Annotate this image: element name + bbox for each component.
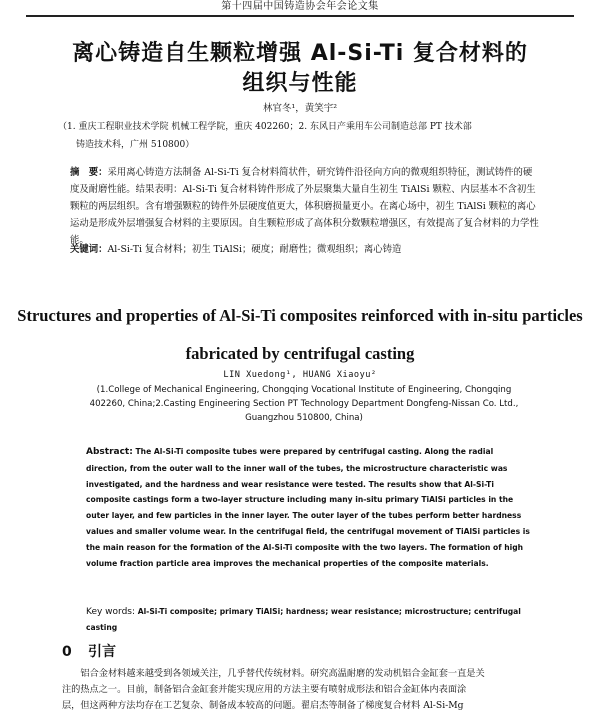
section-title: 引言 (88, 644, 116, 660)
en-affiliation-line-1: (1.College of Mechanical Engineering, Chongqing Vocational Institute of Engineering, Chongqing (96, 385, 512, 395)
section-heading-introduction (62, 641, 116, 661)
cn-abstract (70, 164, 540, 249)
en-abstract-label: Abstract: (86, 447, 133, 457)
cn-affiliation-line-1: （1. 重庆工程职业技术学院 机械工程学院，重庆 402260；2. 东风日产乘用车公司制造总部 PT 技术部 (58, 122, 472, 132)
running-header: 第十四届中国铸造协会年会论文集 (26, 0, 574, 17)
en-keywords-text: Al-Si-Ti composite; primary TiAlSi; hardness; wear resistance; microstructure; centrifugal casting (86, 607, 521, 632)
cn-keywords-label: 关键词： (70, 244, 108, 255)
introduction-paragraph (62, 666, 582, 714)
cn-authors: 林官冬¹，黄笑宇² (262, 103, 338, 114)
en-abstract-text: The Al-Si-Ti composite tubes were prepared by centrifugal casting. Along the radial direction, from the outer wall to the inner wall of the tubes, the microstructure characteristic was investigated, and the hardness and wear resistance were tested. The results show that Al-Si-Ti composite castings form a two-layer structure including many in-situ primary TiAlSi particles in the outer layer, and few particles in the inner layer. The outer layer of the tubes perform better hardness values and smaller volume wear. In the centrifugal field, the centrifugal movement of TiAlSi particles is the main reason for the formation of the Al-Si-Ti composite with the two layers. The formation of high volume fraction particle area improves the mechanical properties of the composite materials. (86, 447, 530, 568)
en-title-line-2: fabricated by centrifugal casting (185, 344, 415, 363)
en-title-line-1: Structures and properties of Al-Si-Ti composites reinforced with in-situ particles (17, 306, 583, 325)
paragraph-line-2: 注的热点之一。目前，制备铝合金缸套并能实现应用的方法主要有喷射成形法和铝合金缸体内表面涂 (62, 684, 467, 695)
cn-affiliation (58, 118, 558, 154)
en-authors: LIN Xuedong¹, HUANG Xiaoyu² (223, 370, 377, 380)
paragraph-line-3: 层，但这两种方法均存在工艺复杂、制备成本较高的问题。翟启杰等制备了梯度复合材料 Al-Si-Mg (62, 700, 464, 711)
paragraph-line-1: 铝合金材料越来越受到各领域关注，几乎替代传统材料。研究高温耐磨的发动机铝合金缸套一直是关 (80, 668, 485, 679)
cn-keywords (70, 241, 540, 255)
cn-abstract-text: 采用离心铸造方法制备 Al-Si-Ti 复合材料简状件，研究铸件沿径向方向的微观组织特征，测试铸件的硬度及耐磨性能。结果表明：Al-Si-Ti 复合材料铸件形成了外层聚集大量自生初生 TiAlSi 颗粒、内层基本不含初生颗粒的两层组织。含有增强颗粒的铸件外层硬度值更大，体积磨损量更小。在离心场中，初生 TiAlSi 颗粒的离心运动是形成外层增强复合材料的主要原因。自生颗粒形成了高体积分数颗粒增强区，有效提高了复合材料的力学性能。 (70, 167, 539, 246)
cn-affiliation-line-2: 铸造技术科，广州 510800） (76, 140, 195, 150)
cn-title-line-2: 组织与性能 (242, 71, 358, 96)
en-affiliation-line-3: Guangzhou 510800, China) (245, 413, 363, 423)
en-affiliation (52, 383, 556, 425)
en-keywords (86, 604, 534, 635)
en-affiliation-line-2: 402260, China;2.Casting Engineering Section PT Technology Department Dongfeng-Nissan Co. Ltd., (89, 399, 519, 409)
section-number: 0 (62, 644, 72, 660)
en-keywords-label: Key words: (86, 607, 136, 617)
cn-keywords-text: Al-Si-Ti 复合材料；初生 TiAlSi；硬度；耐磨性；微观组织；离心铸造 (107, 244, 402, 255)
cn-title-line-1: 离心铸造自生颗粒增强 Al-Si-Ti 复合材料的 (72, 41, 528, 66)
en-abstract (86, 444, 534, 571)
cn-abstract-label: 摘 要： (70, 167, 108, 178)
